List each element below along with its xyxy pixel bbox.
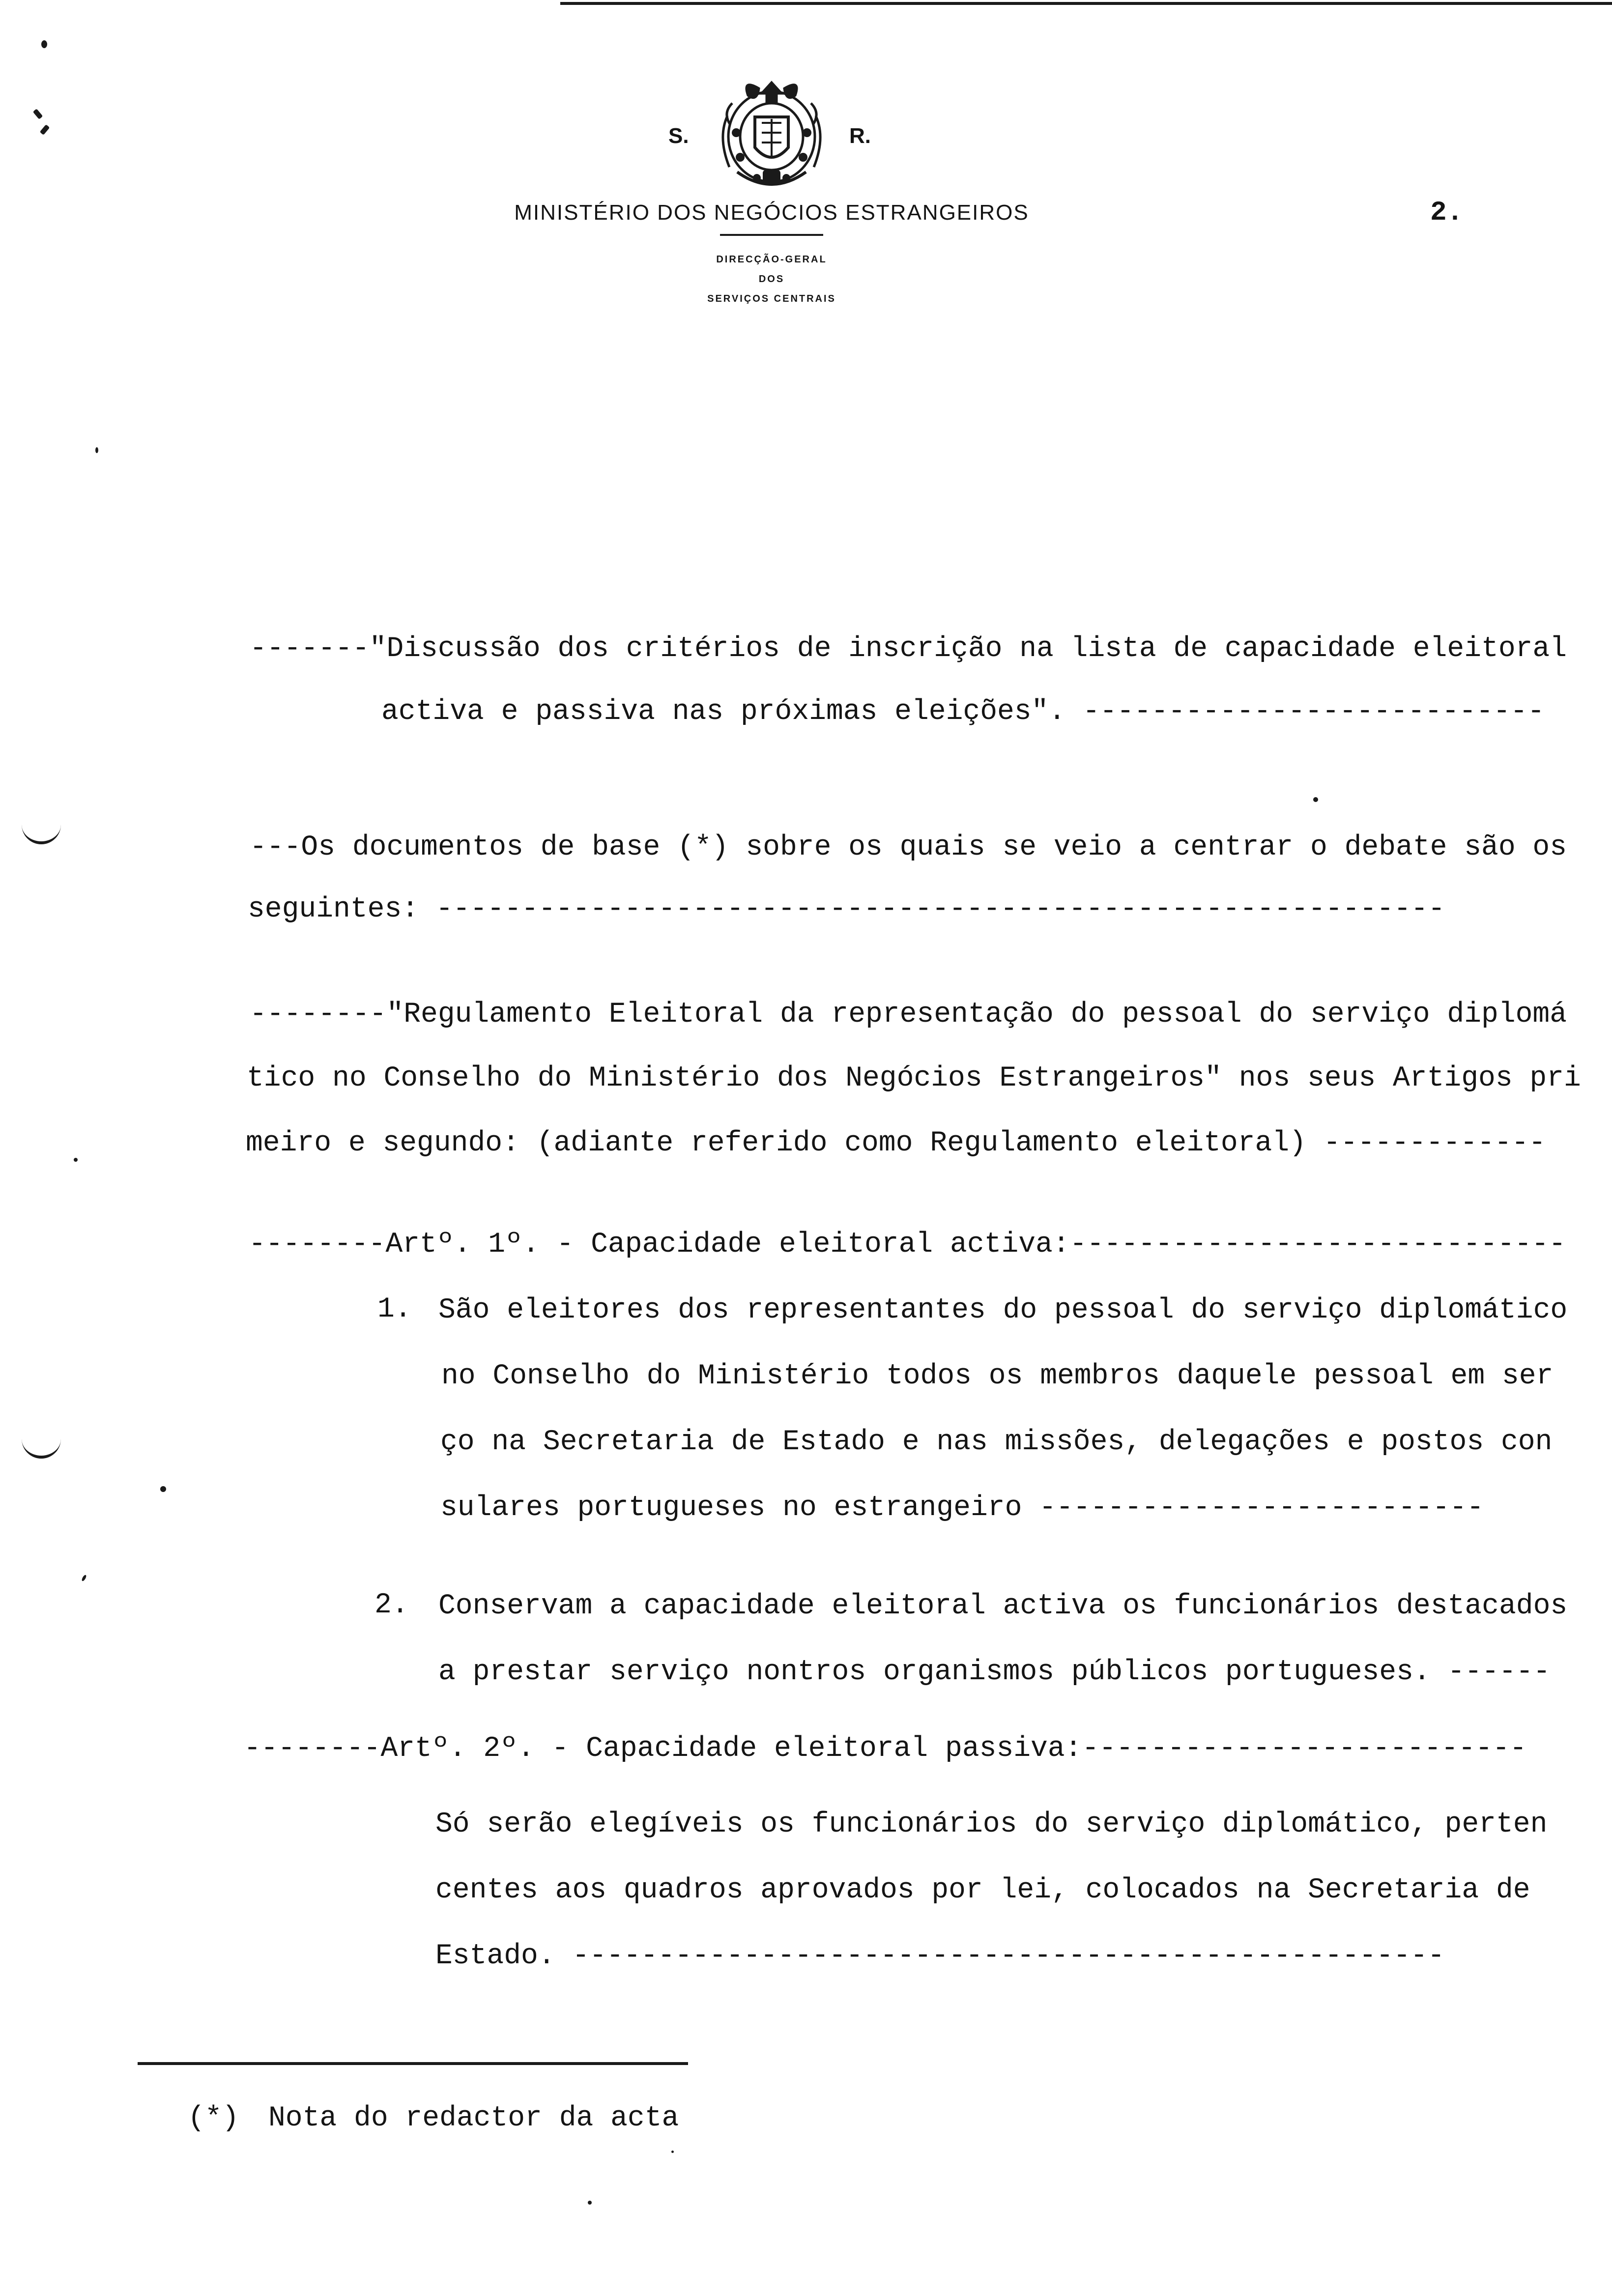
article-1-paragraph-line: ço na Secretaria de Estado e nas missões, delegações e postos con [440, 1426, 1553, 1458]
seal-row [482, 74, 1062, 197]
regulation-line: --------"Regulamento Eleitoral da representação do pessoal do serviço diplomá [250, 999, 1567, 1031]
documents-line: seguintes: ----------------------------------------------------------- [248, 893, 1445, 925]
article-2-heading: --------Artº. 2º. - Capacidade eleitoral passiva:-------------------------- [244, 1733, 1527, 1765]
department-line-2: DOS [758, 274, 785, 285]
footnote-text: Nota do redactor da acta [268, 2102, 679, 2134]
agenda-line: activa e passiva nas próximas eleições". --------------------------- [381, 696, 1545, 728]
article-1-paragraph-line: Conservam a capacidade eleitoral activa os funcionários destacados [438, 1590, 1568, 1622]
article-1-paragraph-line: São eleitores dos representantes do pessoal do serviço diplomático [438, 1294, 1568, 1326]
letterhead-initial-r: R. [849, 124, 871, 148]
documents-line: ---Os documentos de base (*) sobre os quais se veio a centrar o debate são os [250, 832, 1567, 863]
coat-of-arms-seal-icon [708, 74, 835, 197]
regulation-line: tico no Conselho do Ministério dos Negócios Estrangeiros" nos seus Artigos pri [247, 1062, 1581, 1094]
ministry-name: MINISTÉRIO DOS NEGÓCIOS ESTRANGEIROS [514, 201, 1029, 225]
article-1-paragraph-line: sulares portugueses no estrangeiro -------------------------- [440, 1492, 1484, 1524]
regulation-line: meiro e segundo: (adiante referido como Regulamento eleitoral) ------------- [246, 1127, 1546, 1159]
article-1-paragraph-number: 1. [377, 1293, 412, 1325]
letterhead [482, 74, 1062, 309]
page-number: 2. [1430, 197, 1464, 228]
letterhead-divider [720, 234, 823, 236]
department-line-1: DIRECÇÃO-GERAL [716, 254, 827, 265]
letterhead-initial-s: S. [668, 124, 689, 148]
article-2-line: Estado. --------------------------------------------------- [435, 1940, 1445, 1972]
article-1-paragraph-number: 2. [374, 1589, 409, 1621]
margin-binding-mark [22, 1436, 61, 1459]
footnote-divider [138, 2062, 688, 2065]
article-2-line: Só serão elegíveis os funcionários do serviço diplomático, perten [435, 1808, 1548, 1840]
margin-binding-mark [22, 822, 61, 844]
article-2-line: centes aos quadros aprovados por lei, colocados na Secretaria de [435, 1874, 1530, 1906]
article-1-heading: --------Artº. 1º. - Capacidade eleitoral activa:----------------------------- [249, 1229, 1566, 1261]
top-edge-rule [560, 2, 1612, 5]
article-1-paragraph-line: a prestar serviço nontros organismos públicos portugueses. ------ [438, 1656, 1551, 1688]
agenda-line: -------"Discussão dos critérios de inscrição na lista de capacidade eleitoral [250, 633, 1567, 665]
article-1-paragraph-line: no Conselho do Ministério todos os membros daquele pessoal em ser [441, 1360, 1554, 1392]
footnote-marker: (*) [188, 2102, 239, 2134]
department-line-3: SERVIÇOS CENTRAIS [707, 293, 836, 304]
